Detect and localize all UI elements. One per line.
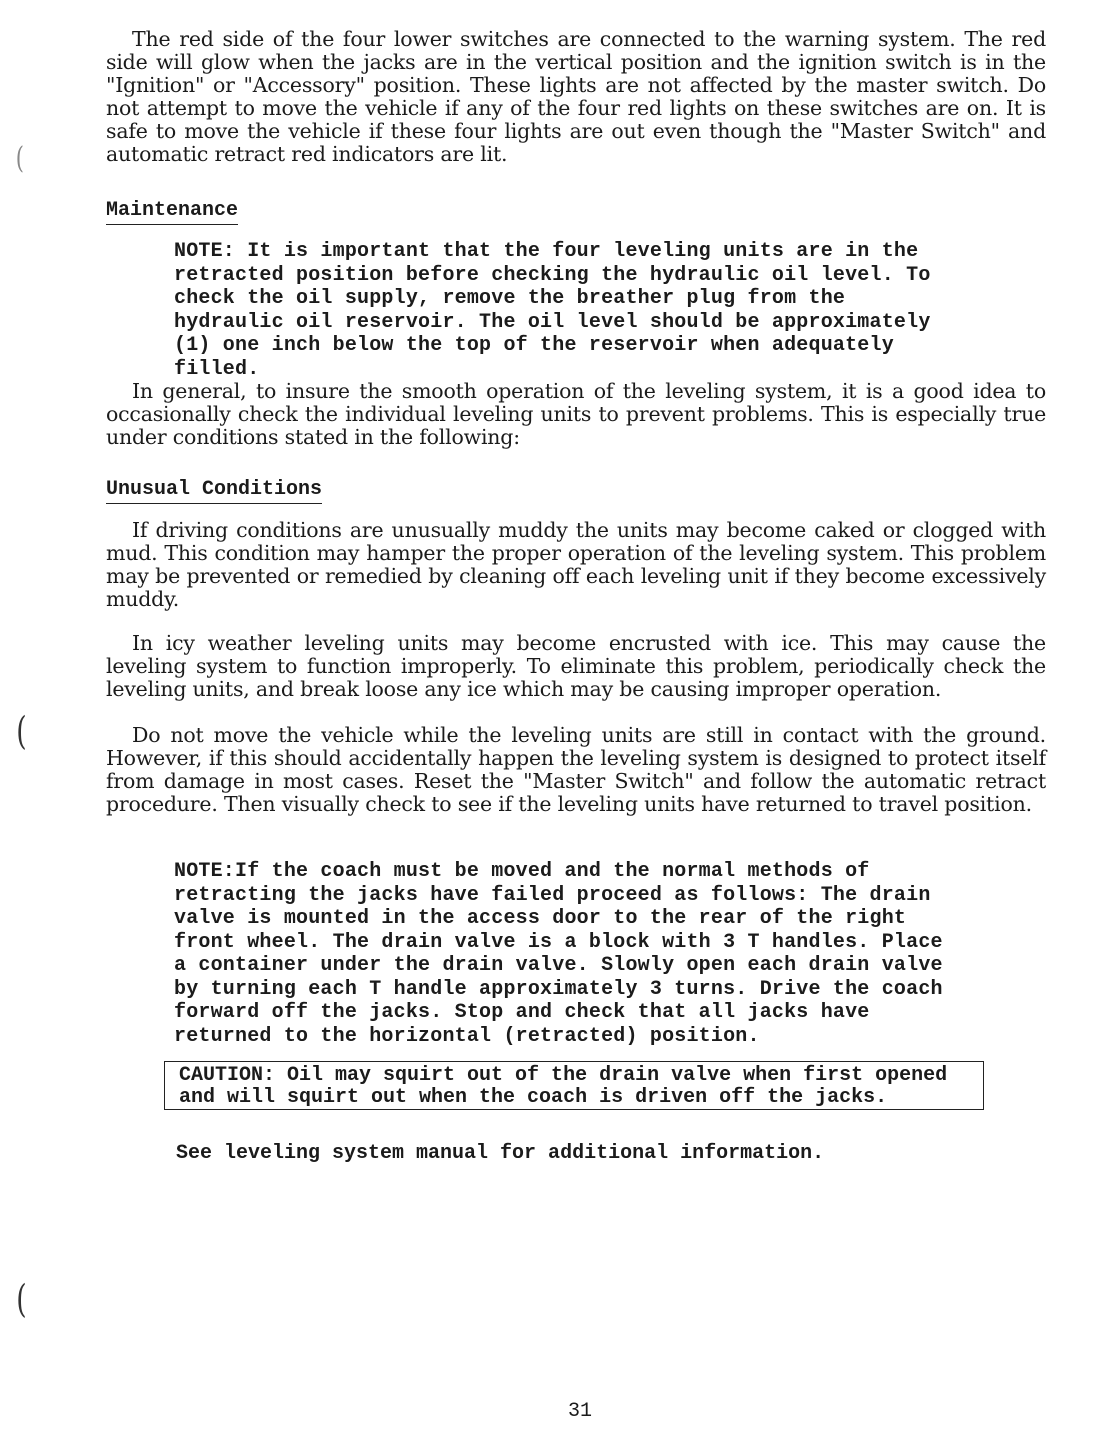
mud-paragraph: If driving conditions are unusually muddy the units may become caked or clogged with mud. This condition may hamper the proper operation of the leveling system. This problem may be prevented or remedied by cleaning off each leveling unit if they become excessively muddy.	[106, 518, 1046, 611]
maintenance-paragraph: In general, to insure the smooth operation of the leveling system, it is a good idea to occasionally check the individual leveling units to prevent problems. This is especially true under conditions stated in the following:	[106, 379, 1046, 449]
page-number: 31	[568, 1400, 593, 1423]
ground-paragraph: Do not move the vehicle while the leveling units are still in contact with the ground. However, if this should accidentally happen the leveling system is designed to protect itself from damage in most cases. Reset the "Master Switch" and follow the automatic retract procedure. Then visually check to see if the leveling units have returned to travel position.	[106, 723, 1046, 816]
binder-hole-mark-bottom: (	[16, 1277, 27, 1321]
unusual-conditions-heading: Unusual Conditions	[106, 478, 322, 504]
intro-paragraph: The red side of the four lower switches are connected to the warning system. The red side will glow when the jacks are in the vertical position and the ignition switch is in the "Ignition" or "Accessory" position. These lights are not affected by the master switch. Do not attempt to move the vehicle if any of the four red lights on these switches are on. It is safe to move the vehicle if these four lights are out even though the "Master Switch" and automatic retract red indicators are lit.	[106, 27, 1046, 166]
binder-hole-mark-middle: (	[16, 709, 27, 753]
ice-paragraph: In icy weather leveling units may become encrusted with ice. This may cause the leveling system to function improperly. To eliminate this problem, periodically check the leveling units, and break loose any ice which may be causing improper operation.	[106, 631, 1046, 701]
see-manual-text: See leveling system manual for additional information.	[176, 1142, 825, 1165]
maintenance-heading: Maintenance	[106, 199, 238, 225]
drain-valve-note: NOTE:If the coach must be moved and the normal methods of retracting the jacks have failed proceed as follows: The drain valve is mounted in the access door to the rear of the right front wheel. The drain valve is a block with 3 T handles. Place a container under the drain valve. Slowly open each drain valve by turning each T handle approximately 3 turns. Drive the coach forward off the jacks. Stop and check that all jacks have returned to the horizontal (retracted) position.	[174, 860, 943, 1048]
maintenance-note: NOTE: It is important that the four leveling units are in the retracted position before checking the hydraulic oil level. To check the oil supply, remove the breather plug from the hydraulic oil reservoir. The oil level should be approximately (1) one inch below the top of the reservoir when adequately filled.	[174, 240, 931, 381]
caution-text: CAUTION: Oil may squirt out of the drain valve when first opened and will squirt out when the coach is driven off the jacks.	[179, 1064, 948, 1109]
caution-box	[164, 1061, 984, 1110]
binder-hole-mark-top: (	[15, 141, 24, 176]
